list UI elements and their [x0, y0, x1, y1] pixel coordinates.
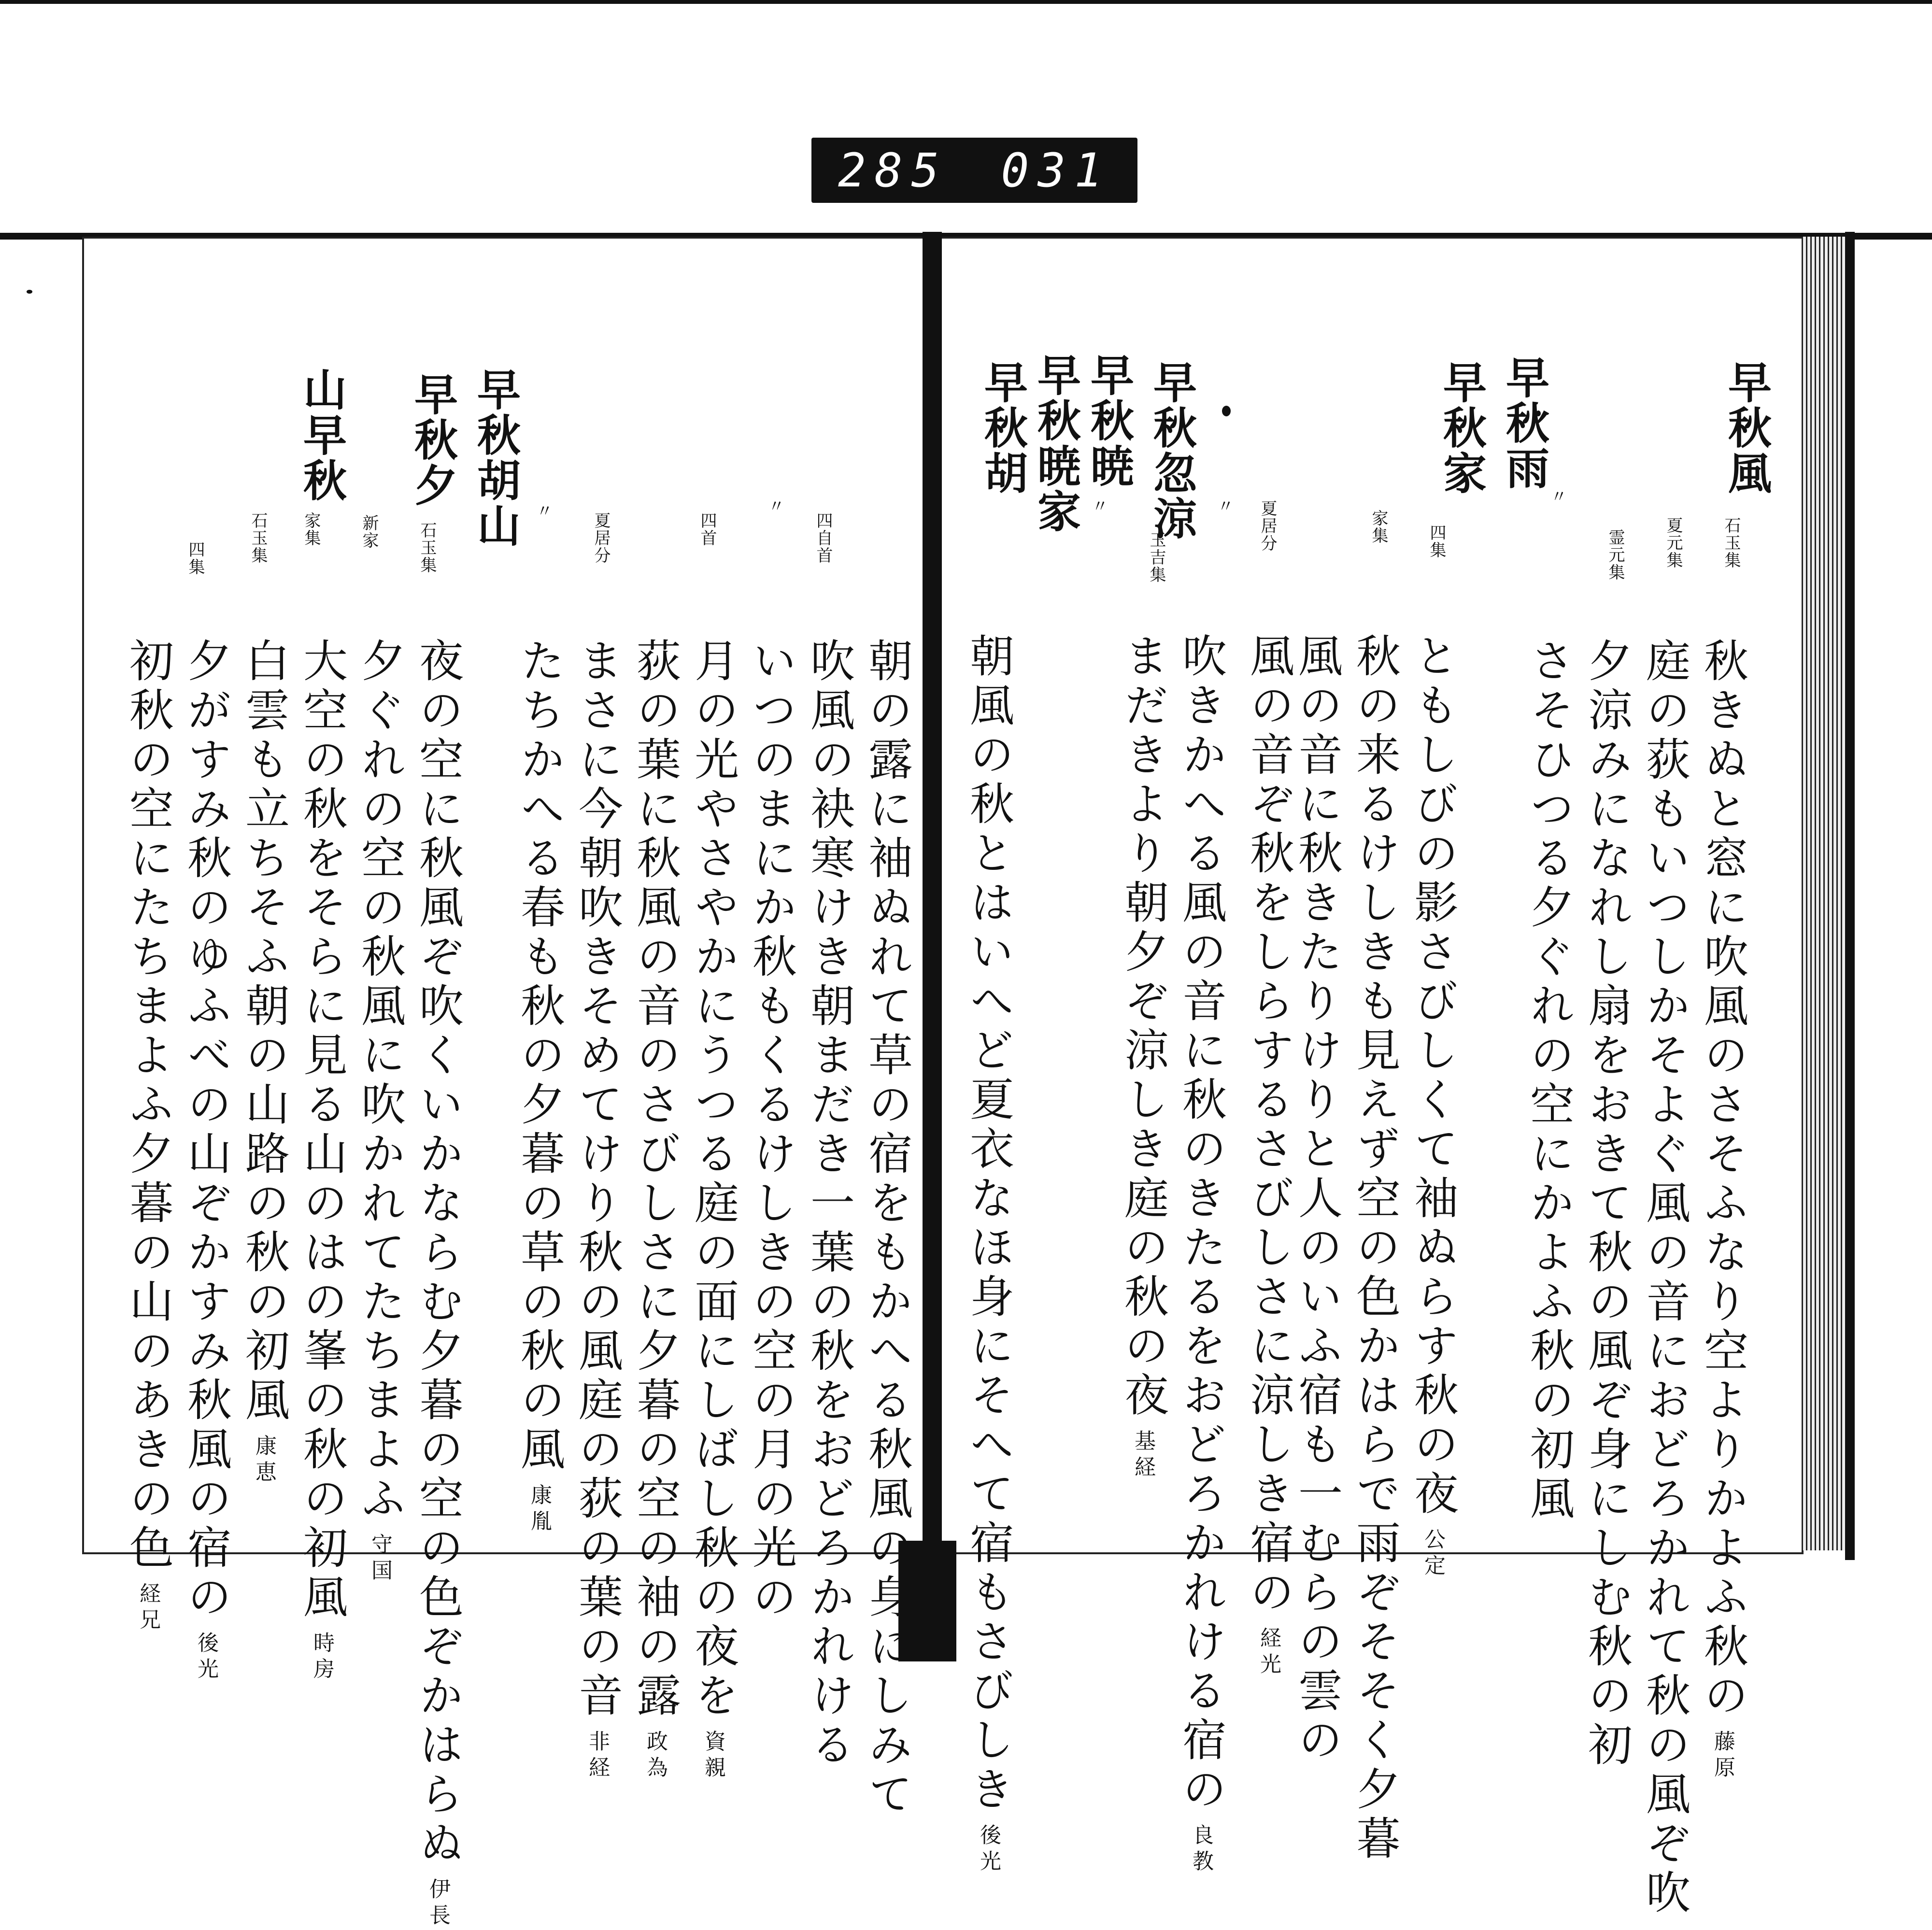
poem-text: 夕がすみ秋のゆふべの山ぞかすみ秋風の宿の: [180, 638, 232, 1623]
poem: [687, 638, 739, 1782]
frame-counter: [811, 138, 1137, 203]
poet-name: 非経: [585, 1730, 610, 1782]
poem-text: 吹風の袂寒けき朝まだき一葉の秋をおどろかれける: [803, 638, 855, 1771]
poem: [1697, 638, 1748, 1782]
poem-text: さそひつる夕ぐれの空にかよふ秋の初風: [1523, 638, 1575, 1524]
poem-text: 白雲も立ちそふ朝の山路の秋の初風: [238, 638, 290, 1426]
section-title: 早秋暁: [1083, 353, 1134, 489]
poem-text: たちかへる春も秋の夕暮の草の秋の風: [513, 638, 565, 1475]
poem-text: いつのまにか秋もくるけしきの空の月の光の: [745, 638, 797, 1623]
source-note: 夏元集: [1663, 517, 1683, 569]
frame-counter-left: 285: [838, 143, 948, 198]
source-note: 夏居分: [1258, 500, 1277, 552]
source-note: 家集: [1369, 510, 1388, 544]
poem-text: 夜の空に秋風ぞ吹くいかならむ夕暮の空の色ぞかはらぬ: [412, 638, 464, 1869]
poem: [803, 638, 855, 1771]
poem-text: 風の音に秋きたりけりと人のいふ宿も一むらの雲の: [1291, 633, 1343, 1766]
poem-text: 月の光やさやかにうつる庭の面にしばし秋の夜を: [687, 638, 739, 1721]
source-note: 夏居分: [591, 512, 611, 564]
section-title: 早秋夕: [407, 372, 458, 508]
source-note: 玉吉集: [1147, 531, 1166, 583]
section-title: 早秋家: [1435, 360, 1487, 496]
poem: [629, 638, 681, 1782]
source-note: 〃: [1214, 497, 1234, 515]
poem-text: 吹きかへる風の音に秋のきたるをおどろかれける宿の: [1175, 633, 1227, 1815]
ink-dot: [27, 290, 32, 294]
poet-name: 康胤: [527, 1484, 552, 1536]
poem: [1291, 633, 1343, 1766]
section-title: 早秋胡: [977, 360, 1028, 496]
ink-dot: [1222, 406, 1231, 416]
source-note: 四集: [1427, 524, 1446, 559]
source-note: 四自首: [813, 512, 833, 564]
source-note: 家集: [301, 512, 321, 547]
poem: [296, 638, 348, 1684]
poet-name: 康恵: [252, 1434, 276, 1487]
section-title: 早秋雨: [1498, 355, 1549, 491]
poet-name: 藤原: [1710, 1730, 1735, 1782]
poem-text: 秋の来るけしきも見えず空の色かはらで雨ぞそそく夕暮: [1349, 633, 1401, 1864]
source-note: 石玉集: [1721, 517, 1741, 569]
poem: [1117, 633, 1169, 1482]
poet-name: 経光: [1256, 1627, 1281, 1679]
section-title: 山早秋: [296, 367, 347, 503]
source-note: 四集: [185, 541, 205, 576]
poem: [1407, 633, 1459, 1580]
poet-name: 良教: [1189, 1824, 1213, 1876]
poem-text: 初秋の空にたちまよふ夕暮の山のあきの色: [122, 638, 174, 1574]
source-note: 新家: [359, 514, 379, 549]
poem-text: 朝の露に袖ぬれて草の宿をもかへる秋風の身にしみて: [861, 638, 913, 1820]
poem: [1175, 633, 1227, 1876]
poem: [745, 638, 797, 1623]
section-title: 早秋胡山: [469, 367, 521, 549]
poem: [571, 638, 623, 1782]
poem-text: まさに今朝吹きそめてけり秋の風庭の荻の葉の音: [571, 638, 623, 1721]
poem-text: 夕涼みになれし扇をおきて秋の風ぞ身にしむ秋の初: [1581, 638, 1633, 1771]
poem: [1243, 633, 1294, 1679]
source-note: 石玉集: [248, 512, 268, 564]
poet-name: 伊長: [426, 1878, 450, 1930]
source-note: 〃: [1089, 497, 1108, 515]
poem-text: まだきより朝夕ぞ涼しき庭の秋の夜: [1117, 633, 1169, 1421]
book-edge: [1845, 232, 1855, 1560]
poet-name: 資親: [701, 1730, 725, 1782]
poem: [861, 638, 913, 1820]
poem: [513, 638, 565, 1536]
source-note: 霊元集: [1605, 529, 1625, 581]
poem: [238, 638, 290, 1487]
poem: [412, 638, 464, 1930]
source-note: 〃: [1548, 488, 1567, 505]
poem: [963, 633, 1014, 1876]
poem: [180, 638, 232, 1684]
poet-name: 基経: [1131, 1430, 1155, 1482]
poet-name: 公定: [1421, 1528, 1445, 1580]
source-note: 〃: [765, 497, 784, 515]
book-spine: [923, 232, 942, 1560]
poet-name: 後光: [194, 1632, 218, 1684]
poet-name: 時房: [310, 1632, 334, 1684]
top-border: [0, 0, 1932, 4]
poem: [1349, 633, 1401, 1864]
poet-name: 政為: [643, 1730, 668, 1782]
section-title: 早秋忽涼: [1146, 360, 1197, 541]
poem: [1523, 638, 1575, 1524]
section-title: 早秋暁家: [1030, 353, 1081, 534]
poem-text: 夕ぐれの空の秋風に吹かれてたちまよふ: [354, 638, 406, 1524]
page-edges: [1802, 237, 1847, 1550]
poet-name: 守国: [368, 1533, 392, 1585]
poem-text: 朝風の秋とはいへど夏衣なほ身にそへて宿もさびしき: [963, 633, 1014, 1815]
poet-name: 経兄: [136, 1582, 160, 1634]
source-note: 〃: [533, 502, 553, 520]
poem: [354, 638, 406, 1585]
poem: [122, 638, 174, 1634]
source-note: 四首: [697, 512, 717, 547]
poem-text: 荻の葉に秋風の音のさびしさに夕暮の空の袖の露: [629, 638, 681, 1721]
poem-text: 秋きぬと窓に吹風のさそふなり空よりかよふ秋の: [1697, 638, 1748, 1721]
poem-text: 庭の荻もいつしかそよぐ風の音におどろかれて秋の風ぞ吹: [1639, 638, 1690, 1918]
poem-text: 大空の秋をそらに見る山のはの峯の秋の初風: [296, 638, 348, 1623]
poem-text: 風の音ぞ秋をしらするさびしさに涼しき宿の: [1243, 633, 1294, 1618]
poem-text: ともしびの影さびしくて袖ぬらす秋の夜: [1407, 633, 1459, 1519]
poem: [1581, 638, 1633, 1771]
poet-name: 後光: [976, 1824, 1001, 1876]
frame-counter-right: 031: [1001, 143, 1111, 198]
section-title: 早秋風: [1720, 360, 1772, 496]
poem: [1639, 638, 1690, 1918]
source-note: 石玉集: [417, 522, 437, 574]
